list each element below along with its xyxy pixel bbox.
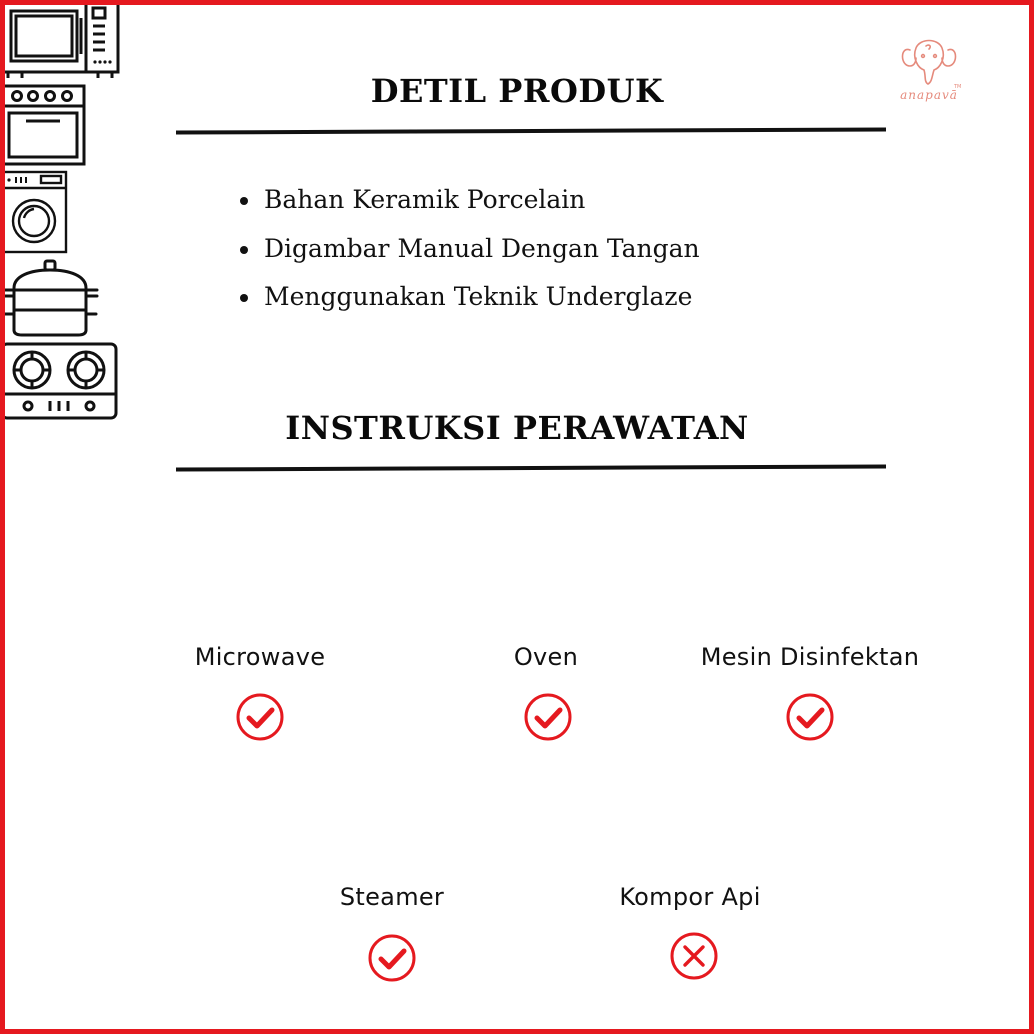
list-item-text: Bahan Keramik Porcelain (264, 185, 586, 214)
section-title-product-details: DETIL PRODUK (370, 72, 664, 110)
cross-icon (668, 930, 720, 982)
list-item (240, 229, 700, 278)
section-title-care-instructions: INSTRUKSI PERAWATAN (285, 409, 749, 447)
check-icon (522, 691, 574, 743)
bullet-icon (240, 197, 248, 205)
care-item-label: Kompor Api (619, 883, 761, 911)
list-item-text: Digambar Manual Dengan Tangan (264, 233, 700, 263)
logo-trademark: TM (954, 84, 962, 90)
bullet-icon (240, 246, 248, 254)
logo-text: anapavā (900, 88, 958, 102)
care-item-label: Steamer (339, 883, 445, 911)
check-icon (784, 691, 836, 743)
care-item-label: Microwave (194, 643, 326, 671)
care-item-label: Oven (513, 643, 579, 671)
care-item-label: Mesin Disinfektan (700, 643, 920, 671)
product-details-list (240, 180, 700, 326)
list-item (240, 180, 700, 229)
check-icon (366, 932, 418, 984)
list-item-text: Menggunakan Teknik Underglaze (264, 282, 693, 311)
list-item (240, 277, 700, 326)
check-icon (234, 691, 286, 743)
bullet-icon (240, 294, 248, 302)
